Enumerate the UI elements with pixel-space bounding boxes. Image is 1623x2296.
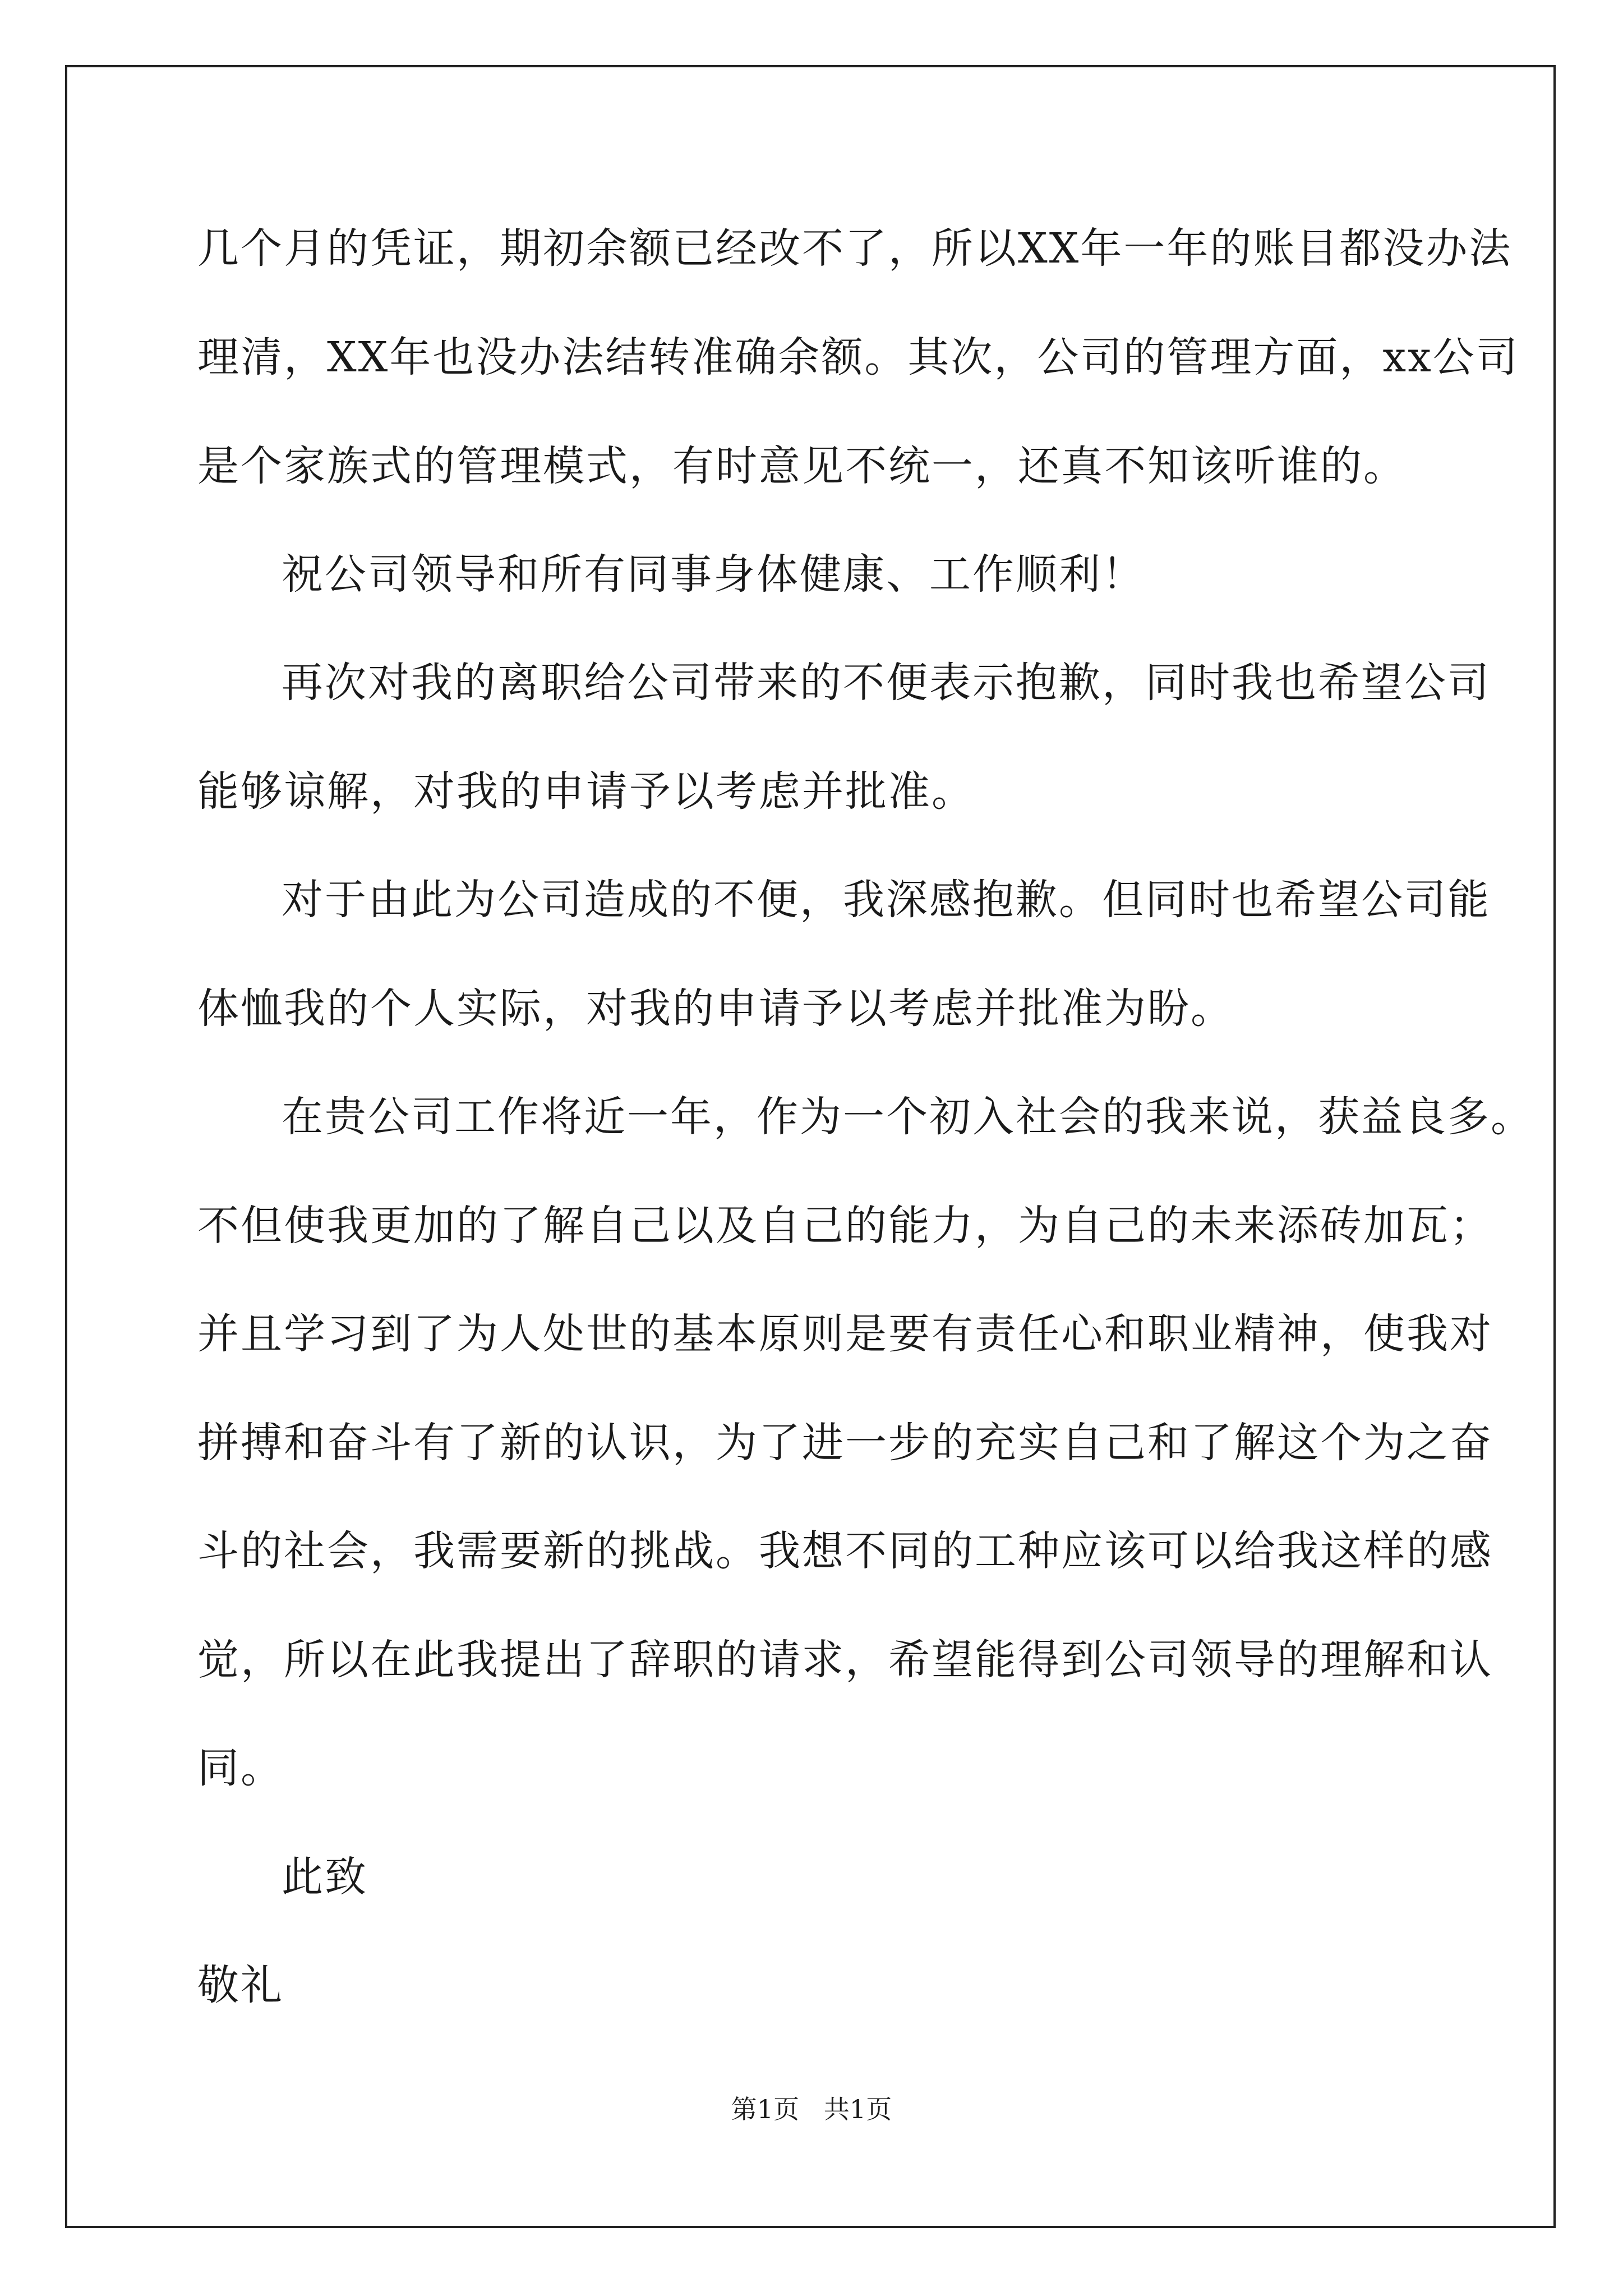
text-line: 几个月的凭证，期初余额已经改不了，所以XX年一年的账目都没办法: [197, 224, 1513, 273]
text-line: 并且学习到了为人处世的基本原则是要有责任心和职业精神，使我对: [197, 1310, 1493, 1358]
text-line: 对于由此为公司造成的不便，我深感抱歉。但同时也希望公司能: [282, 876, 1491, 924]
text-line: 理清，XX年也没办法结转准确余额。其次，公司的管理方面，xx公司: [197, 333, 1519, 381]
text-line: 体恤我的个人实际，对我的申请予以考虑并批准为盼。: [197, 984, 1234, 1033]
closing-salutation: 此致: [282, 1853, 368, 1901]
page-number: 第1页 共1页: [731, 2094, 892, 2124]
text-line: 祝公司领导和所有同事身体健康、工作顺利！: [282, 550, 1145, 599]
text-line: 在贵公司工作将近一年，作为一个初入社会的我来说，获益良多。: [282, 1093, 1534, 1141]
text-line: 是个家族式的管理模式，有时意见不统一，还真不知该听谁的。: [197, 442, 1407, 490]
text-line: 能够谅解，对我的申请予以考虑并批准。: [197, 767, 975, 816]
text-line: 觉，所以在此我提出了辞职的请求，希望能得到公司领导的理解和认: [197, 1636, 1493, 1684]
closing-regards: 敬礼: [197, 1961, 284, 2009]
page-border: [65, 65, 1556, 2228]
text-line: 再次对我的离职给公司带来的不便表示抱歉，同时我也希望公司: [282, 659, 1491, 707]
text-line: 斗的社会，我需要新的挑战。我想不同的工种应该可以给我这样的感: [197, 1527, 1493, 1575]
text-line: 同。: [197, 1744, 284, 1792]
text-line: 拼搏和奋斗有了新的认识，为了进一步的充实自己和了解这个为之奋: [197, 1419, 1493, 1467]
text-line: 不但使我更加的了解自己以及自己的能力，为自己的未来添砖加瓦；: [197, 1202, 1493, 1250]
